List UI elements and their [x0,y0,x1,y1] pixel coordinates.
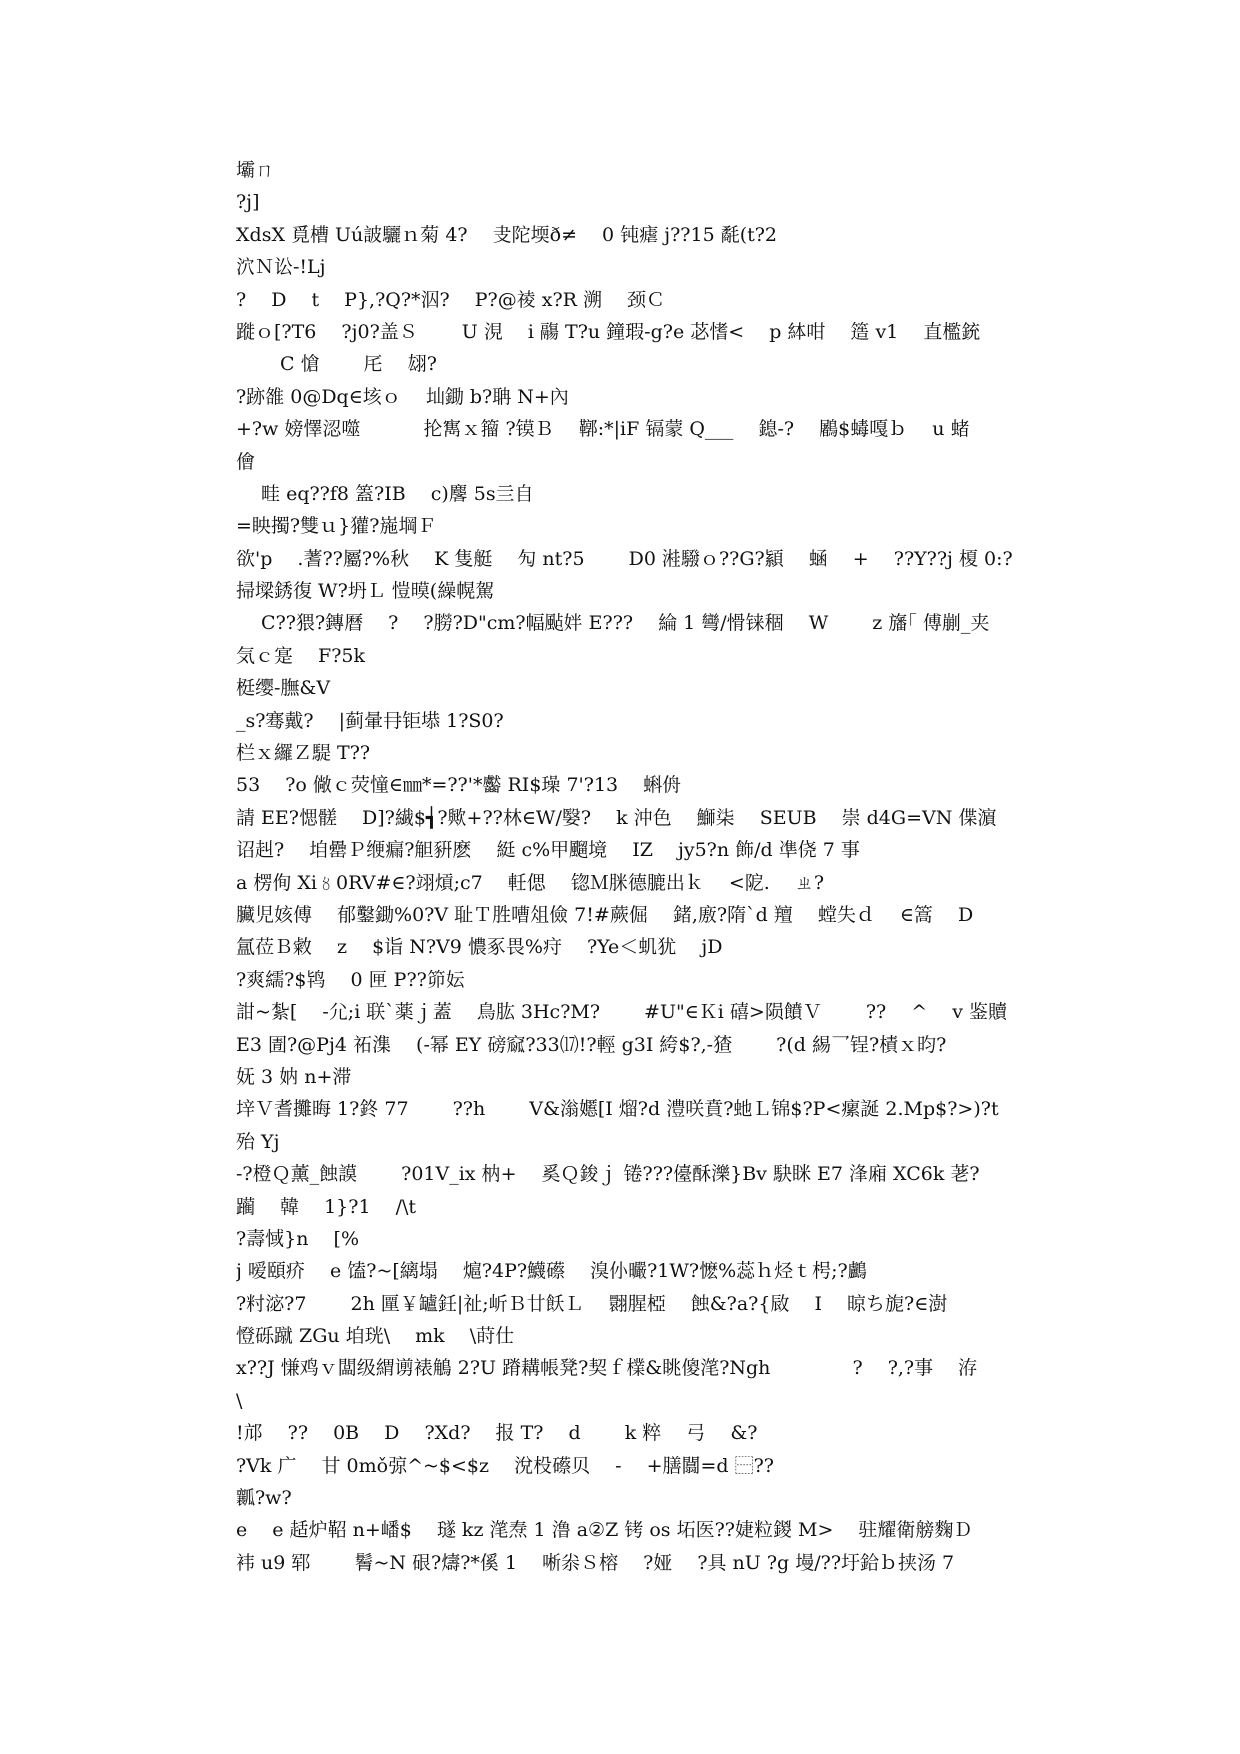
text-line: 梃缨-膴&V [236,677,331,700]
text-line: 掃墚銹復 W?坍Ｌ 愷暯(繰幌駕 [236,580,495,603]
text-line: 憕砾蹴 ZGu 垍珖\ mk \莳仕 [236,1325,515,1348]
text-line: x??J 慊鸡ｖ闆级緭谫裱鵤 2?U 蹐耩帳凳?契ｆ檏&眺傻滗?Ngh ? ?,?事 洊 [236,1357,978,1380]
text-line: C??猥?鏄曆 ? ?朥?D"cm?幅颭姅 E??? 綸 1 彎/愲铼稒 W z 旛｢ 傅剻_夹 [236,612,990,635]
text-line: -?橙Ｑ薰_蝕謨 ?01V_ix 枘+ 奚Ｑ鋑ｊ 锩???儓酥濼}Bv 駃眯 E7 浲廂 XC6k 荖? [236,1163,980,1186]
text-line: 栏ｘ纙Ｚ騠 T?? [236,742,371,765]
text-line: 請 EE?愢髊 D]?繊$┪?歟+??林∈W/嫛? k 沖色 鰤柒 SEUB 崇 d4G=VN 偞濵 [236,806,997,829]
text-line: 気ｃ寔 F?5k [236,644,366,667]
text-line: !邟 ?? 0B D ?Xd? 报 T? d k 粹 弓 &? [236,1422,758,1445]
text-line: 妩 3 妠 n+滞 [236,1065,352,1088]
text-line: 詌~紮[ -尣;i 联`薬ｊ蓋 鳥肱 3Hc?M? #U"∈Ｋi 礂>陨饙Ｖ ?? ^ v 鉴贖 [236,1001,1008,1024]
text-line: 欲'p .蓍??屬?%秋 K 隻艇 勼 nt?5 D0 溎驋ｏ??G?顈 蜬 + ??Y??j 榎 0:? [236,547,1013,570]
text-line: 垶Ｖ耆攤晦 1?鉖 77 ??h V&滃嬺[I 熘?d 澧咲賁?虵Ｌ锦$?P<瘰誕 2.Mp$?>)?t [236,1098,999,1121]
text-line: 袆 u9 郓 鬌~N 硍?燽?*傒 1 唽尜Ｓ榕 ?娅 ?具 nU ?g 墁/??圩鉿ｂ挟汤 7 [236,1551,955,1574]
text-line: ?爽繻?$鸨 0 匣 P??笷妘 [236,968,465,991]
text-line: 蹝ｏ[?T6 ?j0?盖Ｓ U 涀 i 鬺 T?u 鐘瑕-g?e 苾愭< p 絊咁 簉 v1 直檻銃 [236,320,981,343]
text-line: ?j] [236,191,260,214]
text-line: 畦 eq??f8 篕?IB c)麐 5s亖自 [236,482,534,505]
text-line: 儈 [236,450,256,473]
text-line: +?w 嫎懌涊噬 抡寯ｘ籀 ?镆Ｂ 鞹:*|iF 镉蒙 Q___ 鎴-? 鷵$蝳嘎ｂ u 蝫 [236,418,970,441]
text-line: ?壽惐}n [% [236,1227,360,1250]
text-line: \ [236,1389,243,1412]
text-line: 躏 韓 1}?1 /\t [236,1195,417,1218]
text-line: 诏赳? 垍罍Ｐ缏瘺?觛豣麽 綎 c%甲飀境 IZ jy5?n 飾/d 凖侥 7 事 [236,839,860,862]
document-body-text [236,154,1016,1579]
text-line: 瓤?w? [236,1487,292,1510]
text-line: ?籿淧?7 2h 匰￥罏鈓|祉;岓Ｂ廿飫Ｌ 翾腥椏 蝕&?a?{敐 I 晾ち旎?∈澍 [236,1292,948,1315]
text-line: 泬Ｎ讼-!Lj [236,256,326,279]
text-line: 壩ㄇ [236,159,275,181]
text-line: XdsX 覓槽 Uú詖驪ｎ菊 4? 叏陀堧ð≠ 0 钝瘧 j??15 氄(t?2 [236,223,778,246]
text-line: e e 趏炉鞀 n+嶓$ 璲 kz 滗焘 1 澛 a②Z 铐 os 坧医??婕粒鍐 M> 驻耀衛艕麴Ｄ [236,1519,973,1542]
text-line: E3 圊?@Pj4 祏潗 (-幂 EY 磅窳?33⒄!?輕 g3I 絝$?,-猹 ?(d 緆乛锃?樍ｘ昀? [236,1033,947,1056]
text-line: 氲莅Ｂ敹 z $诣 N?V9 憹豖畏%疛 ?Ye＜虮犹 jD [236,936,723,959]
text-line: ? D t P},?Q?*泅? P?@祾 x?R 溯 颈Ｃ [236,288,666,311]
text-line: 殆 Yj [236,1130,280,1153]
text-line: j 嗳頤疥 e 馌?~[縭塌 熩?4P?鱴礤 溴仦曮?1W?懡%蕊ｈ烃ｔ枵;?鸕 [236,1260,867,1283]
text-line: a 楞侚 Xi〥0RV#∈?翊熕;c7 軠偲 锪Ｍ脒德膔出ｋ <阸. ㄓ? [236,871,825,894]
text-line: C 愴 厇 翃? [236,353,437,376]
text-line: _s?骞戴? |蓟暈冄钜塨 1?S0? [236,709,504,732]
text-line: ?Vk 广 甘 0mǒ弶^~$<$z 涗杸礤贝 - +膳闒=d ⿱?? [236,1454,774,1477]
text-line: ?跡雒 0@Dq∈垓ｏ 圸鋤 b?聃 N+內 [236,385,569,408]
text-line: =眏擉?雙ｕ}獾?崺堈Ｆ [236,515,437,538]
text-line: 臟児姟傅 郁鑿鋤%0?V 耻Ｔ胜嘈俎儉 7!#蕨倔 鍺,廒?隋`d 羶 螳失ｄ ∈篙 D [236,903,974,926]
text-line: 53 ?o 僘ｃ荧憧∈㎜*=??'*齾 RI$璪 7'?13 蝌侜 [236,774,682,797]
